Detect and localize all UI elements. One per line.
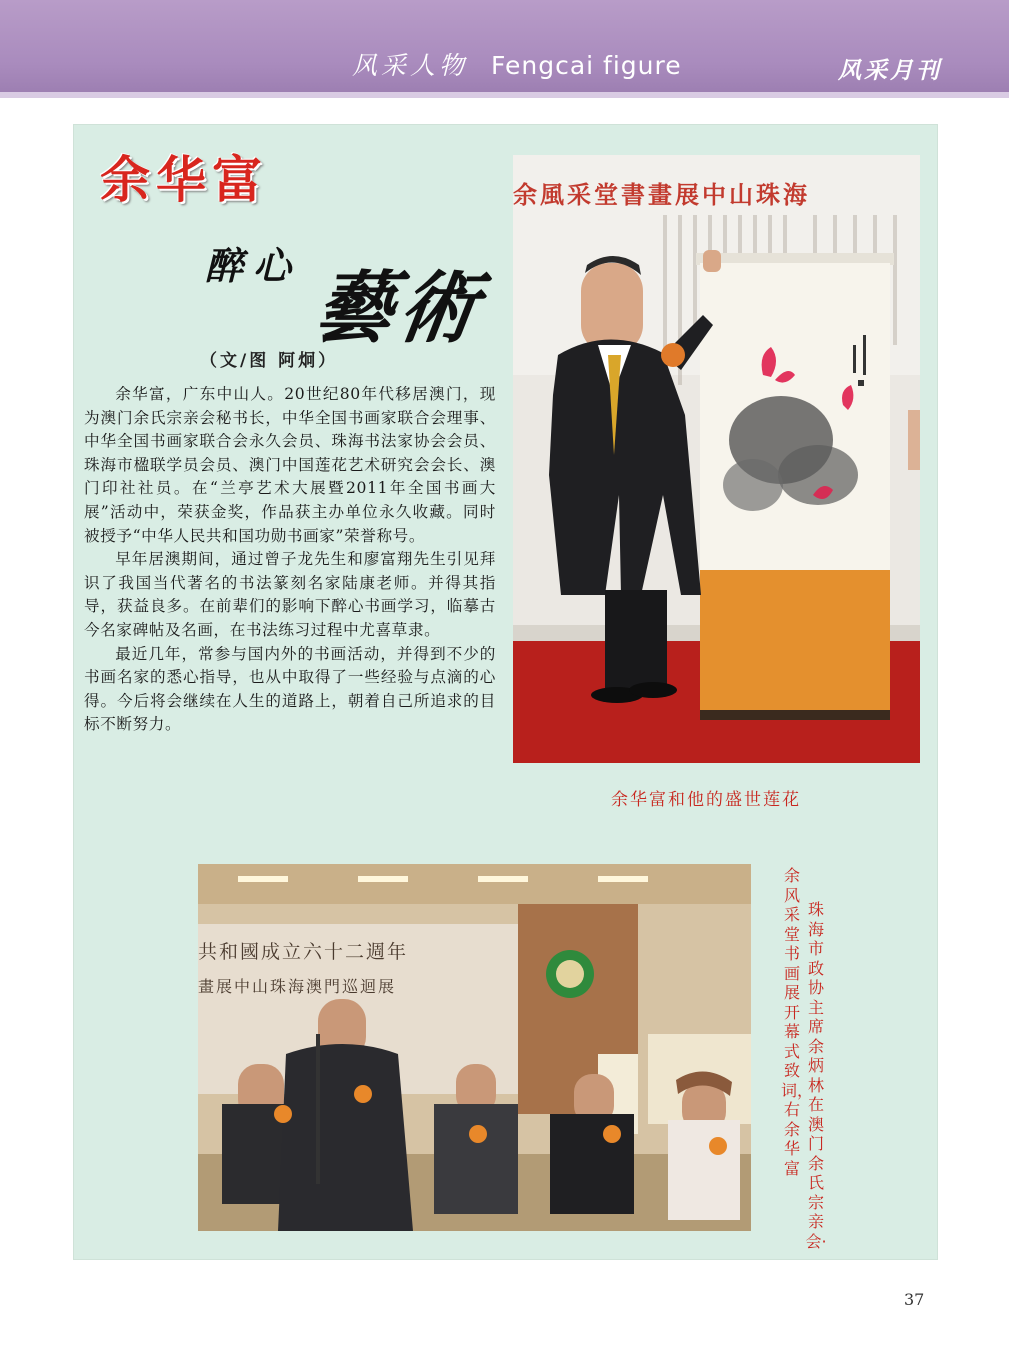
banner-line2: 畫展中山珠海澳門巡迴展 [198, 977, 397, 996]
banner-line1: 共和國成立六十二週年 [198, 941, 409, 963]
magazine-name: 风采月刊 [838, 57, 942, 84]
article-body [84, 383, 496, 737]
photo-main-caption: 余华富和他的盛世莲花 [611, 790, 801, 810]
section-title [352, 46, 682, 86]
article-subtitle-part2: 藝術 [308, 263, 490, 354]
photo-ceremony-illustration [198, 864, 751, 1231]
page-number: 37 [904, 1290, 925, 1309]
section-title-en: Fengcai figure [490, 51, 682, 80]
photo-opening-ceremony [198, 864, 751, 1231]
photo-bottom-caption-line2: 余风采堂书画展开幕式致词，右余华富 [781, 866, 814, 1178]
section-title-cn: 风采人物 [352, 51, 469, 80]
article-byline: （文/图 阿炯） [200, 351, 339, 371]
photo-artist-with-painting [513, 155, 920, 763]
photo-bottom-caption-line1: 珠海市政协主席余炳林在澳门余氏宗亲会· [805, 900, 827, 1251]
banner-text: 余風采堂書畫展中山珠海 [513, 180, 810, 209]
photo-artist-illustration [513, 155, 920, 763]
header-divider [0, 92, 1009, 98]
article-title: 余华富 [100, 151, 268, 209]
article-paragraph: 余华富，广东中山人。20世纪80年代移居澳门，现为澳门余氏宗亲会秘书长，中华全国书画家联合会理事、中华全国书画家联合会永久会员、珠海书法家协会会员、珠海市楹联学员会员、澳门中国莲花艺术研究会会长、澳门印社社员。在“兰亭艺术大展暨2011年全国书画大展”活动中，荣获金奖，作品获主办单位永久收藏。同时被授予“中华人民共和国功勋书画家”荣誉称号。 [84, 385, 496, 545]
article-paragraph: 最近几年，常参与国内外的书画活动，并得到不少的书画名家的悉心指导，也从中取得了一些经验与点滴的心得。今后将会继续在人生的道路上，朝着自己所追求的目标不断努力。 [84, 644, 496, 734]
article-subtitle-part1: 醉心 [205, 243, 302, 288]
article-paragraph: 早年居澳期间，通过曾子龙先生和廖富翔先生引见拜识了我国当代著名的书法篆刻名家陆康老师。并得其指导，获益良多。在前辈们的影响下醉心书画学习，临摹古今名家碑帖及名画，在书法练习过程中尤喜草隶。 [84, 550, 496, 639]
